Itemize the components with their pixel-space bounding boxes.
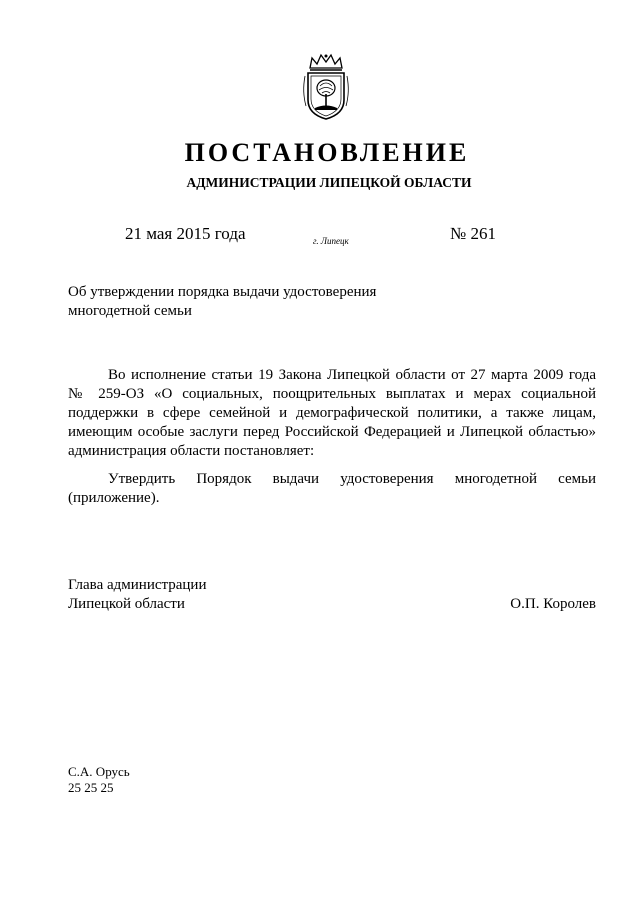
document-city: г. Липецк: [313, 236, 349, 246]
executor-block: [68, 764, 130, 796]
document-date: 21 мая 2015 года: [125, 224, 246, 243]
signatory-position-line: Липецкой области: [68, 596, 185, 612]
body-line: имеющим особые заслуги перед Российской Федерацией и Липецкой областью»: [68, 424, 596, 440]
body-line: (приложение).: [68, 490, 160, 506]
executor-phone: 25 25 25: [68, 780, 114, 795]
coat-of-arms-icon: [300, 52, 352, 122]
subject-line: многодетной семьи: [68, 303, 192, 319]
document-title: ПОСТАНОВЛЕНИЕ: [184, 138, 470, 167]
body-line: поддержки в сфере семейной и демографической политики, а также лицам,: [68, 405, 596, 421]
document-number: № 261: [450, 224, 496, 243]
signatory-position-line: Глава администрации: [68, 577, 207, 593]
body-paragraph-1: [68, 366, 596, 461]
document-subtitle: АДМИНИСТРАЦИИ ЛИПЕЦКОЙ ОБЛАСТИ: [186, 175, 472, 190]
document-subject: [68, 283, 376, 321]
body-line: № 259-ОЗ «О социальных, поощрительных выплатах и мерах социальной: [68, 386, 596, 402]
subject-line: Об утверждении порядка выдачи удостоверения: [68, 284, 377, 300]
signatory-position: [68, 576, 206, 614]
body-line: Во исполнение статьи 19 Закона Липецкой области от 27 марта 2009 года: [108, 367, 596, 383]
body-line: администрация области постановляет:: [68, 443, 315, 459]
signatory-name: О.П. Королев: [510, 596, 596, 612]
body-line: Утвердить Порядок выдачи удостоверения многодетной семьи: [108, 471, 596, 487]
executor-name: С.А. Орусь: [68, 764, 130, 779]
body-paragraph-2: [68, 470, 596, 508]
